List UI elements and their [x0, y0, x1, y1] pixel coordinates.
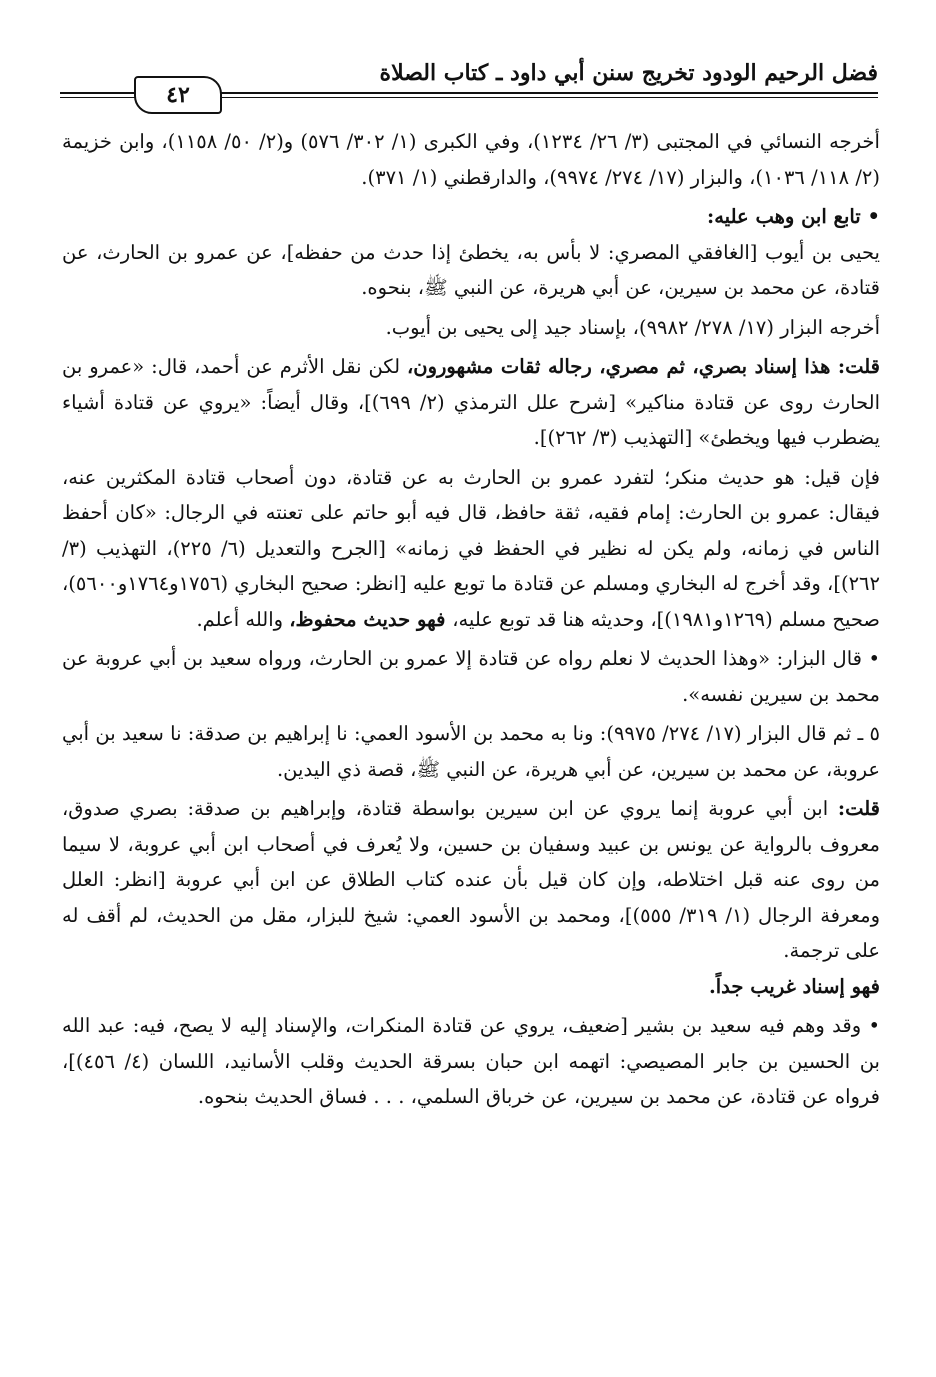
- header-title: فضل الرحيم الودود تخريج سنن أبي داود ـ كتاب الصلاة: [379, 60, 878, 86]
- paragraph-said-bashir: • وقد وهم فيه سعيد بن بشير [ضعيف، يروي عن قتادة المنكرات، والإسناد إليه لا يصح، فيه: عبد الله بن الحسين بن جابر المصيصي: اتهمه ابن حبان بسرقة الحديث وقلب الأسانيد، اللسان (٤/ ٤٥٦)]، فرواه عن قتادة، عن محمد بن سيرين، عن خرباق السلمي، . . . فساق الحديث بنحوه.: [62, 1014, 880, 1108]
- page-number: ٤٢: [166, 82, 190, 108]
- paragraph-objection: [62, 460, 880, 638]
- page-number-badge: [134, 76, 222, 114]
- objection-text: فإن قيل: هو حديث منكر؛ لتفرد عمرو بن الحارث به عن قتادة، دون أصحاب قتادة المكثرين عنه، فيقال: عمرو بن الحارث: إمام فقيه، ثقة حافظ، قال فيه أبو حاتم على تعنته في الرجال: «كان أحفظ الناس في زمانه، ولم يكن له نظير في الحفظ في زمانه» [الجرح والتعديل (٦/ ٢٢٥)، التهذيب (٣/ ٢٦٢)]، وقد أخرج له البخاري ومسلم عن قتادة ما توبع عليه [انظر: صحيح البخاري (١٧٥٦و١٧٦٤و٥٦٠٠)، صحيح مسلم (١٢٦٩و١٩٨١)]، وحديثه هنا قد توبع عليه،: [62, 465, 880, 631]
- page-body: [62, 124, 880, 1115]
- paragraph-qultu-2: [62, 791, 880, 969]
- section-heading-mutabaa: • تابع ابن وهب عليه:: [707, 205, 880, 228]
- paragraph-bazzar-takhrij: أخرجه البزار (١٧/ ٢٧٨/ ٩٩٨٢)، بإسناد جيد إلى يحيى بن أيوب.: [385, 315, 880, 339]
- paragraph-takhrij: أخرجه النسائي في المجتبى (٣/ ٢٦/ ١٢٣٤)، وفي الكبرى (١/ ٣٠٢/ ٥٧٦) و(٢/ ٥٠/ ١١٥٨)، وابن خزيمة (٢/ ١١٨/ ١٠٣٦)، والبزار (١٧/ ٢٧٤/ ٩٩٧٤)، والدارقطني (١/ ٣٧١).: [62, 130, 880, 189]
- objection-end: والله أعلم.: [196, 607, 290, 631]
- paragraph-bazzar-quote: • قال البزار: «وهذا الحديث لا نعلم رواه عن قتادة إلا عمرو بن الحارث، ورواه سعيد بن أبي عروبة عن محمد بن سيرين نفسه».: [62, 647, 880, 706]
- running-header: [60, 58, 878, 108]
- qultu-2-lead: قلت:: [837, 797, 880, 820]
- verdict-bold: فهو حديث محفوظ،: [289, 607, 453, 631]
- verdict-gharib: فهو إسناد غريب جداً.: [708, 974, 880, 998]
- qultu-text: لكن نقل الأثرم عن أحمد، قال: «عمرو بن الحارث روى عن قتادة مناكير» [شرح علل الترمذي (٢/ ٦٩٩)]، وقال أيضاً: «يروي عن قتادة أشياء يضطرب فيها ويخطئ» [التهذيب (٣/ ٢٦٢)].: [62, 355, 880, 449]
- paragraph-item-5: ٥ ـ ثم قال البزار (١٧/ ٢٧٤/ ٩٩٧٥): ونا به محمد بن الأسود العمي: نا إبراهيم بن صدقة: نا سعيد بن أبي عروبة، عن محمد بن سيرين، عن أبي هريرة، عن النبي ﷺ، قصة ذي اليدين.: [62, 722, 880, 781]
- paragraph-yahya-chain: يحيى بن أيوب [الغافقي المصري: لا بأس به، يخطئ إذا حدث من حفظه]، عن عمرو بن الحارث، عن قتادة، عن محمد بن سيرين، عن أبي هريرة، عن النبي ﷺ، بنحوه.: [62, 240, 880, 299]
- qultu-2-text: ابن أبي عروبة إنما يروي عن ابن سيرين بواسطة قتادة، وإبراهيم بن صدقة: بصري صدوق، معروف بالرواية عن يونس بن عبيد وسفيان بن حسين، ولا يُعرف في أصحاب ابن أبي عروبة، لا سيما من روى عنه قبل اختلاطه، وإن كان قيل بأن عنده كتاب الطلاق عن ابن أبي عروبة [انظر: العلل ومعرفة الرجال (١/ ٣١٩/ ٥٥٥)]، ومحمد بن الأسود العمي: شيخ للبزار، مقل من الحديث، لم أقف له على ترجمة.: [62, 797, 880, 962]
- qultu-bold-lead: قلت: هذا إسناد بصري، ثم مصري، رجاله ثقات مشهورون،: [406, 355, 880, 378]
- paragraph-qultu-1: [62, 349, 880, 456]
